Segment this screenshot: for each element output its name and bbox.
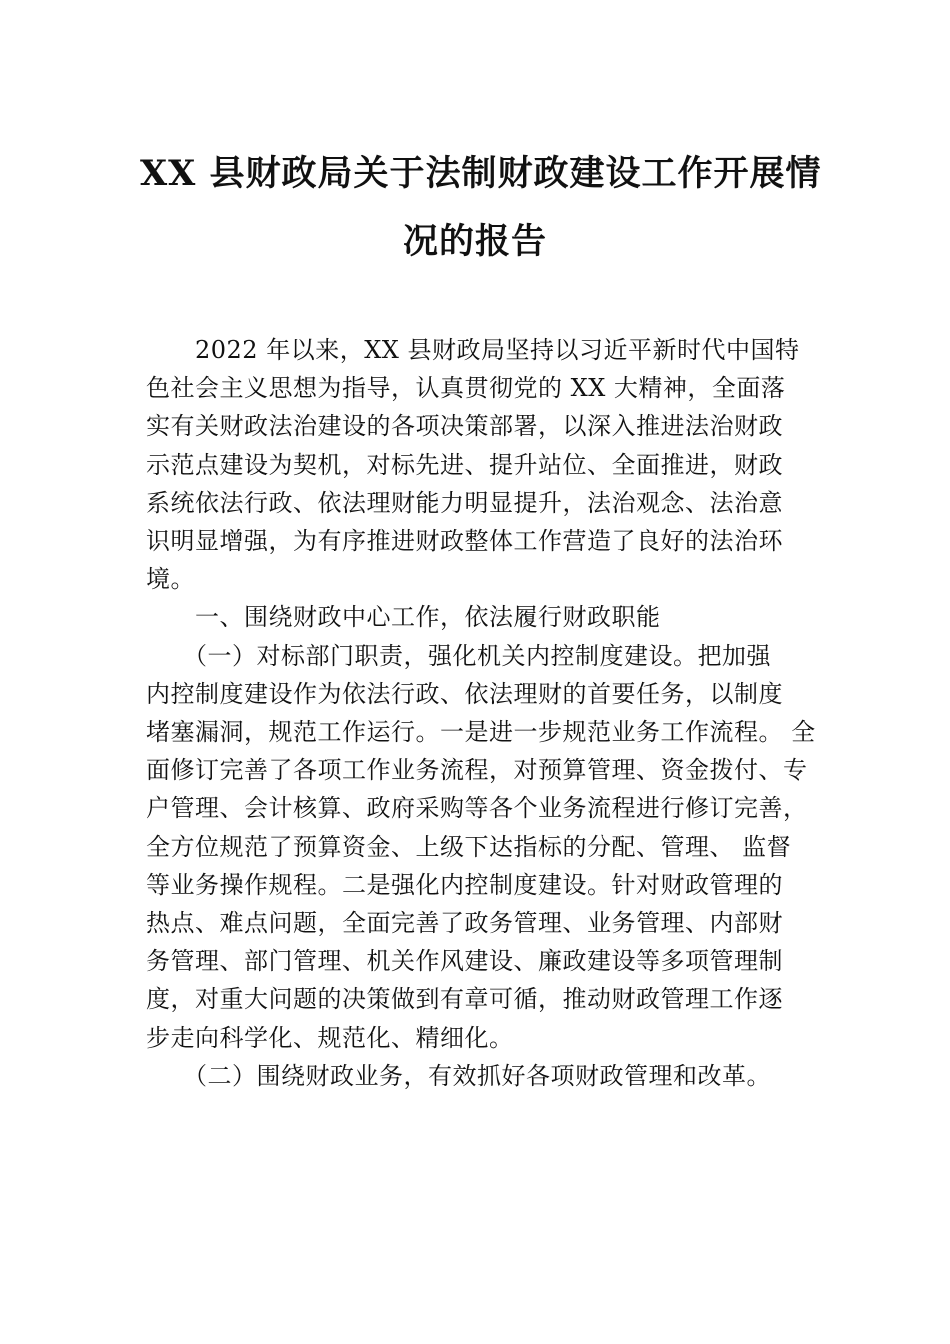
paragraph-line: 步走向科学化、规范化、精细化。	[146, 1023, 514, 1052]
paragraph-line: 等业务操作规程。二是强化内控制度建设。针对财政管理的	[146, 870, 783, 899]
section-one-heading: 一、围绕财政中心工作，依法履行财政职能	[146, 603, 661, 632]
paragraph-line: 热点、难点问题，全面完善了政务管理、业务管理、内部财	[146, 909, 783, 938]
paragraph-line: 度，对重大问题的决策做到有章可循，推动财政管理工作逐	[146, 985, 783, 1014]
paragraph-line: 2022 年以来，XX 县财政局坚持以习近平新时代中国特	[146, 336, 800, 364]
paragraph-line: 系统依法行政、依法理财能力明显提升，法治观念、法治意	[146, 488, 783, 517]
subsection-two-heading: （二）围绕财政业务，有效抓好各项财政管理和改革。	[146, 1061, 771, 1090]
paragraph-line: 示范点建设为契机，对标先进、提升站位、全面推进，财政	[146, 450, 783, 479]
paragraph-line: 面修订完善了各项工作业务流程，对预算管理、资金拨付、专	[146, 756, 808, 785]
paragraph-line: 色社会主义思想为指导，认真贯彻党的 XX 大精神，全面落	[146, 374, 786, 403]
paragraph-line: 务管理、部门管理、机关作风建设、廉政建设等多项管理制	[146, 947, 783, 976]
paragraph-line: 识明显增强，为有序推进财政整体工作营造了良好的法治环	[146, 527, 783, 556]
title-line: 况的报告	[402, 221, 547, 262]
paragraph-line: （一）对标部门职责，强化机关内控制度建设。把加强	[146, 641, 771, 670]
paragraph-line: 内控制度建设作为依法行政、依法理财的首要任务，以制度	[146, 679, 783, 708]
paragraph-line: 境。	[146, 565, 195, 594]
paragraph-line: 堵塞漏洞，规范工作运行。一是进一步规范业务工作流程。 全	[146, 718, 816, 747]
title-line: XX 县财政局关于法制财政建设工作开展情	[140, 153, 822, 194]
paragraph-line: 全方位规范了预算资金、上级下达指标的分配、管理、 监督	[146, 832, 792, 861]
paragraph-line: 实有关财政法治建设的各项决策部署，以深入推进法治财政	[146, 412, 783, 441]
paragraph-line: 户管理、会计核算、政府采购等各个业务流程进行修订完善，	[146, 794, 808, 823]
document-title	[140, 140, 822, 276]
subsection-one-paragraph	[146, 637, 814, 1057]
intro-paragraph	[146, 331, 814, 598]
document-body	[146, 331, 814, 1095]
